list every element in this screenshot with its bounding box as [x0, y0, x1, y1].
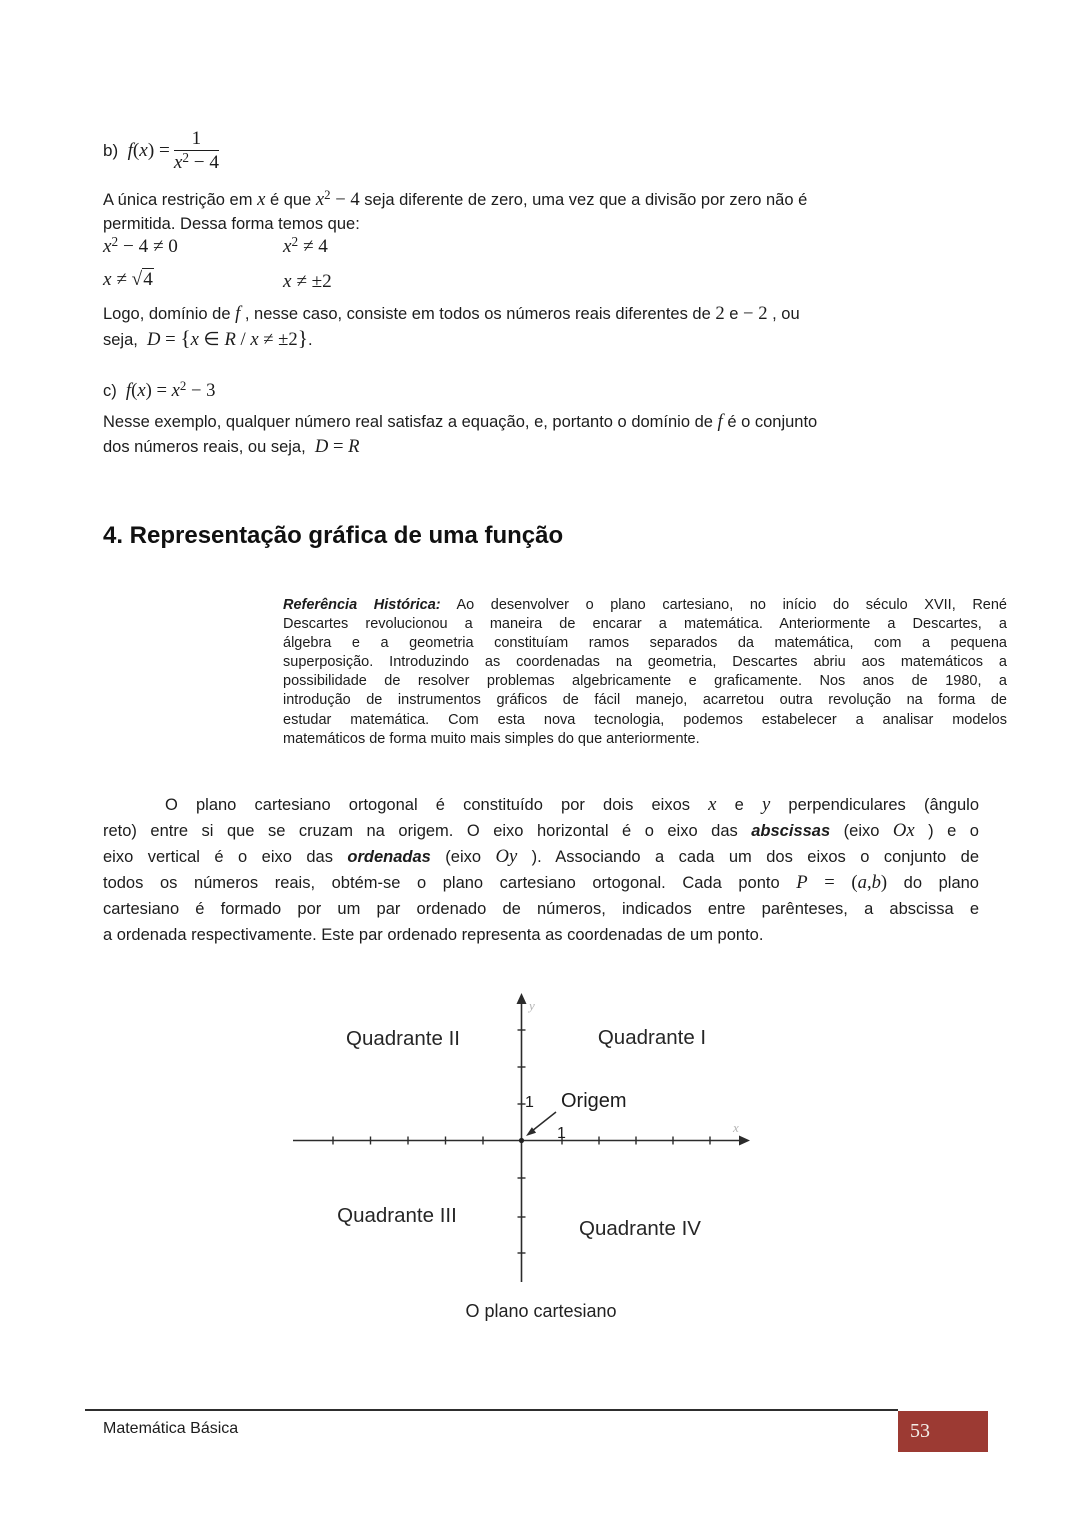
x-unit-label: 1 — [557, 1125, 566, 1142]
paragraph-b-restriction-line1 — [103, 187, 807, 214]
historical-note-line — [283, 653, 1007, 672]
text-segment: Ao desenvolver o plano cartesiano, no início do século XVII, René — [440, 597, 1007, 613]
formula-b-lead — [103, 140, 170, 162]
quadrant-2-label: Quadrante II — [346, 1027, 460, 1050]
text-segment: 2 — [715, 303, 725, 324]
text-segment: A única restrição em — [103, 191, 258, 209]
text-segment: Logo, domínio de — [103, 305, 236, 323]
text-segment: (eixo — [430, 848, 496, 866]
text-segment: } — [297, 326, 308, 350]
math-row1-col2 — [283, 236, 328, 258]
y-unit-label: 1 — [525, 1094, 534, 1111]
text-segment: x — [171, 380, 180, 401]
text-segment: D — [147, 329, 161, 350]
text-segment: introdução de instrumentos gráficos de fácil manejo, acarretou outra revolução na forma de — [283, 692, 1007, 709]
x-axis-letter: x — [733, 1120, 739, 1135]
fraction-denominator — [174, 152, 219, 174]
text-segment: b — [871, 872, 881, 893]
text-segment: Ox — [892, 820, 915, 841]
text-segment: a ordenada respectivamente. Este par ordenado representa as coordenadas de um ponto. — [103, 926, 764, 944]
origin-annotation: Origem — [561, 1090, 627, 1112]
text-segment: permitida. Dessa forma temos que: — [103, 215, 360, 233]
text-segment: f — [717, 411, 723, 432]
text-segment: , — [866, 872, 872, 893]
y-axis-letter: y — [529, 998, 535, 1013]
paragraph-b-conclusion-line1 — [103, 301, 800, 327]
x-axis-arrow-icon — [739, 1136, 750, 1146]
math-row2-col1 — [103, 269, 154, 291]
footer-divider — [85, 1409, 898, 1411]
paragraph-line — [103, 792, 979, 818]
text-segment: , ou — [767, 305, 800, 323]
text-segment: ∈ — [198, 329, 225, 350]
text-segment: reto) entre si que se cruzam na origem. O eixo horizontal é o eixo das — [103, 822, 752, 840]
text-segment: matemáticos de forma muito mais simples do que anteriormente. — [283, 730, 700, 747]
paragraph-b-restriction-line2 — [103, 212, 360, 237]
text-segment: a — [857, 872, 867, 893]
historical-note-line — [283, 730, 1007, 749]
text-segment: y — [761, 794, 771, 815]
paragraph-line — [103, 818, 979, 844]
text-segment: R — [348, 436, 360, 457]
text-segment: eixo vertical é o eixo das — [103, 848, 348, 866]
paragraph-line — [103, 922, 979, 948]
text-segment: ≠ 4 — [298, 236, 328, 257]
text-segment: ) e o — [914, 822, 979, 840]
text-segment: = — [328, 436, 349, 457]
text-segment: f — [125, 380, 132, 401]
text-segment: x — [283, 271, 292, 292]
text-segment: abscissas — [751, 822, 831, 840]
text-segment: √ — [131, 269, 143, 290]
text-segment: ( — [132, 140, 140, 161]
footer-book-title: Matemática Básica — [103, 1420, 239, 1437]
text-segment: x — [257, 189, 266, 210]
quadrant-1-label: Quadrante I — [597, 1026, 707, 1049]
y-axis-arrow-icon — [517, 993, 527, 1004]
fraction-bar — [174, 150, 219, 151]
text-segment: ≠ ±2 — [258, 329, 298, 350]
page-number-badge: 53 — [898, 1411, 988, 1452]
math-row2-col2 — [283, 271, 332, 293]
historical-note-block — [283, 596, 1007, 749]
text-segment: x — [283, 236, 292, 257]
text-segment: Oy — [495, 846, 518, 867]
text-segment: possibilidade de resolver problemas algebricamente e graficamente. Nos anos de 1980, a — [283, 673, 1007, 690]
text-segment: do plano — [887, 874, 979, 892]
text-segment: x — [139, 140, 148, 161]
text-segment: 2 — [291, 234, 299, 250]
text-segment: 2 — [179, 379, 187, 394]
text-segment: perpendiculares (ângulo — [770, 796, 979, 814]
text-segment: cartesiano é formado por um par ordenado de números, indicados entre parênteses, a abscissa e — [103, 900, 979, 918]
text-segment: ≠ ±2 — [291, 271, 332, 292]
text-segment: álgebra e a geometria constituíam ramos separados da matemática, com a pequena — [283, 635, 1007, 652]
text-segment: x — [103, 236, 112, 257]
text-segment: Nesse exemplo, qualquer número real satisfaz a equação, e, portanto o domínio de — [103, 413, 718, 431]
text-segment: b) — [103, 141, 128, 160]
text-segment: x — [250, 329, 259, 350]
text-segment: seja diferente de zero, uma vez que a divisão por zero não é — [359, 191, 808, 209]
math-row1-col1 — [103, 236, 178, 258]
text-segment: e — [716, 796, 762, 814]
text-segment: Referência Histórica: — [283, 597, 441, 613]
text-segment: c) — [103, 382, 126, 400]
paragraph-line — [103, 870, 979, 896]
text-segment: ) = — [147, 140, 170, 161]
text-segment: (eixo — [830, 822, 893, 840]
text-segment: dos números reais, ou seja, — [103, 438, 315, 456]
text-segment: R — [224, 329, 236, 350]
text-segment: 2 — [111, 234, 119, 250]
text-segment: 4 — [143, 269, 153, 290]
text-segment: estudar matemática. Com esta nova tecnologia, podemos estabelecer a analisar modelos — [283, 711, 1007, 728]
text-segment: − 3 — [186, 380, 216, 401]
text-segment: = — [160, 329, 181, 350]
fraction-numerator: 1 — [191, 128, 202, 149]
text-segment: ) = — [145, 380, 172, 401]
origin-arrow — [532, 1112, 556, 1131]
paragraph-line — [103, 896, 979, 922]
text-segment: − 2 — [743, 303, 768, 324]
text-segment: é o conjunto — [722, 413, 818, 431]
formula-c-definition — [103, 380, 215, 402]
formula-b-definition — [103, 128, 219, 174]
text-segment: é que — [265, 191, 316, 209]
text-segment: / — [235, 329, 251, 350]
text-segment: − 4 — [330, 189, 360, 210]
historical-note-line — [283, 596, 1007, 615]
section-heading: 4. Representação gráfica de uma função — [103, 522, 564, 549]
text-segment: x — [137, 380, 146, 401]
historical-note-line — [283, 615, 1007, 634]
figure-caption: O plano cartesiano — [465, 1301, 617, 1321]
text-segment: seja, — [103, 331, 148, 349]
historical-note-line — [283, 691, 1007, 710]
text-segment: , nesse caso, consiste em todos os números reais diferentes de — [240, 305, 716, 323]
text-segment: O plano cartesiano ortogonal é constituído por dois eixos — [165, 796, 709, 814]
text-segment: . — [307, 331, 313, 349]
historical-note-line — [283, 634, 1007, 653]
historical-note-line — [283, 672, 1007, 691]
quadrant-3-label: Quadrante III — [337, 1204, 457, 1227]
origin-point — [519, 1138, 524, 1143]
text-segment: ) — [880, 872, 888, 893]
text-segment: − 4 — [189, 152, 220, 173]
text-segment: ). Associando a cada um dos eixos o conjunto de — [517, 848, 980, 866]
text-segment: ≠ — [111, 269, 132, 290]
text-segment: e — [724, 305, 744, 323]
text-segment: f — [235, 303, 241, 324]
paragraph-c-line1 — [103, 409, 817, 435]
text-segment: { — [180, 326, 191, 350]
text-segment: D — [314, 436, 329, 457]
paragraph-c-line2 — [103, 434, 360, 460]
text-segment: todos os números reais, obtém-se o plano cartesiano ortogonal. Cada ponto — [103, 874, 797, 892]
text-segment: − 4 ≠ 0 — [118, 236, 178, 257]
text-segment: x — [103, 269, 112, 290]
text-segment: ordenadas — [347, 848, 431, 866]
text-segment: x — [315, 189, 325, 210]
paragraph-b-conclusion-line2 — [103, 326, 313, 353]
text-segment: 2 — [324, 188, 331, 203]
text-segment: x — [173, 152, 183, 173]
historical-note-line — [283, 711, 1007, 730]
text-segment: x — [190, 329, 199, 350]
cartesian-plane-figure — [280, 985, 770, 1290]
fraction — [174, 128, 219, 174]
text-segment: superposição. Introduzindo as coordenadas na geometria, Descartes abriu aos matemáticos a — [283, 654, 1007, 671]
quadrant-4-label: Quadrante IV — [579, 1217, 701, 1240]
paragraph-line — [103, 844, 979, 870]
cartesian-plane-paragraph — [103, 792, 979, 948]
text-segment: = ( — [807, 872, 858, 893]
text-segment: f — [127, 140, 133, 161]
text-segment: P — [796, 872, 808, 893]
text-segment: Descartes revolucionou a maneira de encarar a matemática. Anteriormente a Descartes, a — [283, 616, 1007, 633]
text-segment: 2 — [182, 150, 189, 166]
text-segment: ( — [131, 380, 138, 401]
text-segment: x — [708, 794, 717, 815]
